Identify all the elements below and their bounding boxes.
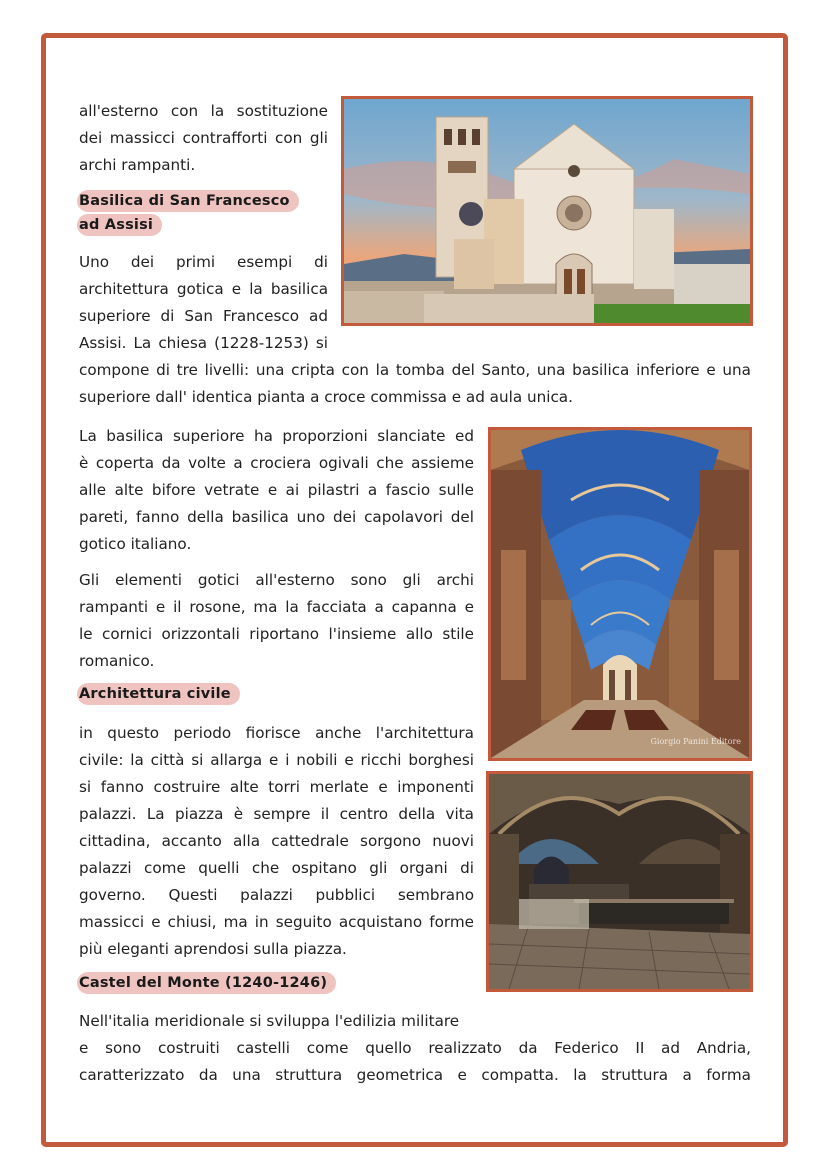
text-line: romanico. <box>79 652 155 670</box>
assisi-paragraph-3 <box>79 567 474 675</box>
assisi-paragraph-1-cont <box>79 357 751 411</box>
text-line: le cornici orizzontali riportano l'insieme allo stile <box>79 625 474 643</box>
intro-text <box>79 98 328 179</box>
text-line: all'esterno con la sostituzione <box>79 102 328 120</box>
heading-line: Basilica di San Francesco <box>77 190 299 212</box>
heading-line: ad Assisi <box>77 214 162 236</box>
text-line: governo. Questi palazzi pubblici sembrano <box>79 886 474 904</box>
text-line: archi rampanti. <box>79 156 196 174</box>
text-line: caratterizzato da una struttura geometrica e compatta. la struttura a forma <box>79 1066 751 1084</box>
heading-line: Architettura civile <box>77 683 240 705</box>
text-line: Assisi. La chiesa (1228-1253) si <box>79 334 328 352</box>
text-line: massicci e chiusi, ma in seguito acquistano forme <box>79 913 474 931</box>
text-line: rampanti e il rosone, ma la facciata a capanna e <box>79 598 474 616</box>
text-line: dei massicci contrafforti con gli <box>79 129 328 147</box>
text-line: gotico italiano. <box>79 535 192 553</box>
text-line: La basilica superiore ha proporzioni slanciate ed <box>79 427 474 445</box>
text-line: compone di tre livelli: una cripta con la tomba del Santo, una basilica inferiore e una <box>79 361 751 379</box>
text-line: palazzi come quelli che ospitano gli organi di <box>79 859 474 877</box>
text-line: e sono costruiti castelli come quello realizzato da Federico II ad Andria, <box>79 1039 751 1057</box>
photo-basilica-exterior <box>341 96 753 326</box>
text-line: architettura gotica e la basilica <box>79 280 328 298</box>
basilica-exterior-illustration <box>344 99 750 323</box>
text-line: alle alte bifore vetrate e ai pilastri a fascio sulle <box>79 481 474 499</box>
photo-lower-basilica-interior <box>486 771 753 992</box>
text-line: Uno dei primi esempi di <box>79 253 328 271</box>
assisi-paragraph-2 <box>79 423 474 558</box>
text-line: è coperta da volte a crociera ogivali che assieme <box>79 454 474 472</box>
text-line: si fanno costruire alte torri merlate e imponenti <box>79 778 474 796</box>
text-line: civile: la città si allarga e i nobili e ricchi borghesi <box>79 751 474 769</box>
text-line: Gli elementi gotici all'esterno sono gli archi <box>79 571 474 589</box>
text-line: pareti, fanno della basilica uno dei capolavori del <box>79 508 474 526</box>
civile-paragraph <box>79 720 474 963</box>
text-line: in questo periodo fiorisce anche l'architettura <box>79 724 474 742</box>
castel-paragraph <box>79 1008 751 1089</box>
heading-castel-del-monte <box>77 972 336 996</box>
assisi-paragraph-1 <box>79 249 328 357</box>
heading-basilica-assisi <box>77 190 299 238</box>
text-line: Nell'italia meridionale si sviluppa l'edilizia militare <box>79 1012 460 1030</box>
photo-upper-basilica-interior <box>488 427 752 761</box>
lower-basilica-illustration <box>489 774 750 989</box>
heading-architettura-civile <box>77 683 240 707</box>
text-line: cittadina, accanto alla cattedrale sorgono nuovi <box>79 832 474 850</box>
text-line: superiore di San Francesco ad <box>79 307 328 325</box>
image-watermark: Giorgio Panini Editore <box>650 737 741 746</box>
text-line: palazzi. La piazza è sempre il centro della vita <box>79 805 474 823</box>
text-line: più eleganti aprendosi sulla piazza. <box>79 940 347 958</box>
heading-line: Castel del Monte (1240-1246) <box>77 972 336 994</box>
text-line: superiore dall' identica pianta a croce commissa e ad aula unica. <box>79 388 573 406</box>
upper-basilica-illustration <box>491 430 749 758</box>
